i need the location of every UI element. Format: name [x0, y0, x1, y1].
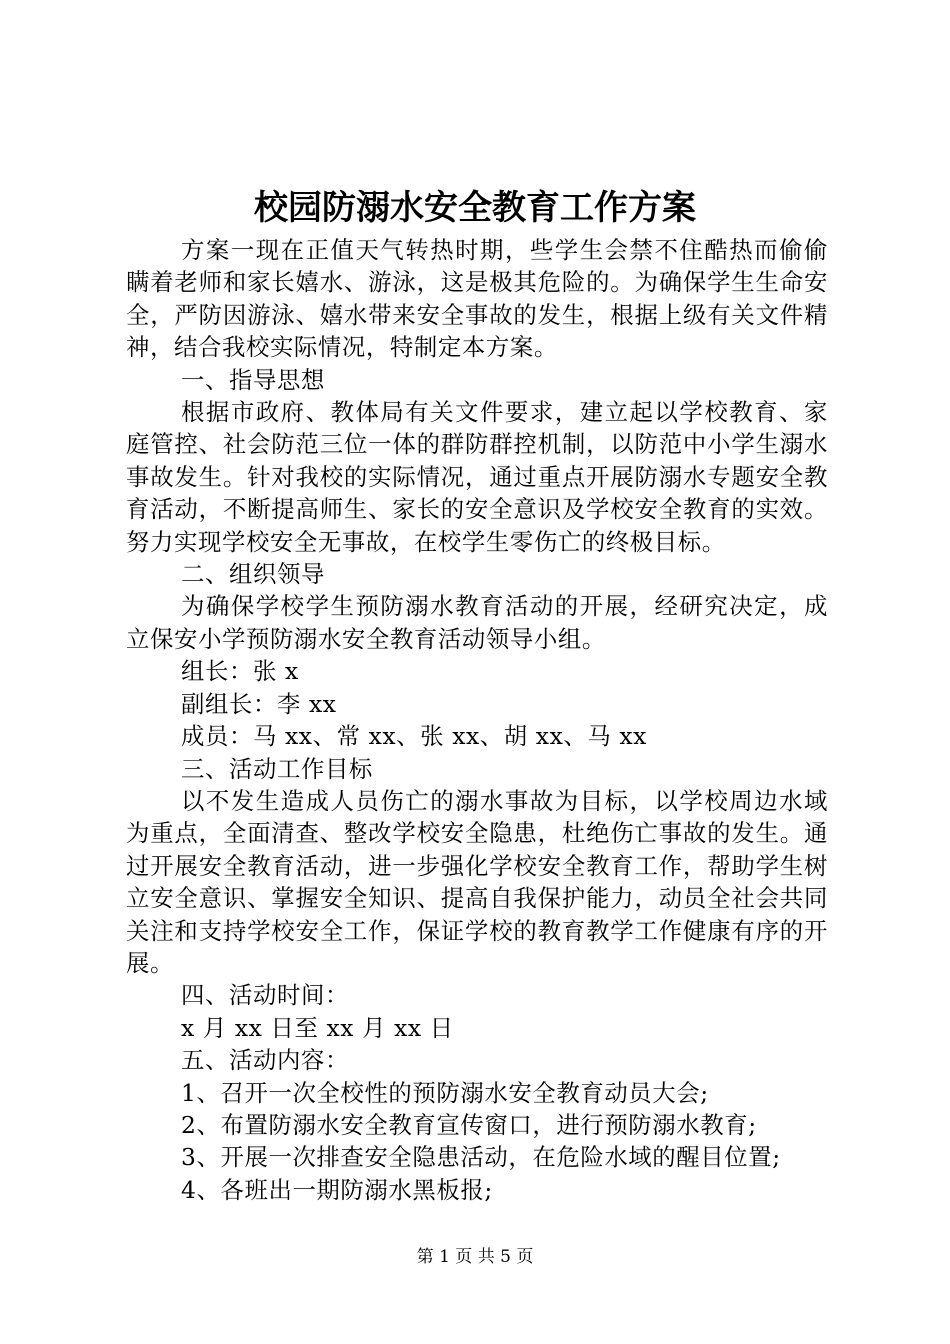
- list-item: 3、开展一次排查安全隐患活动，在危险水域的醒目位置;: [181, 1143, 781, 1172]
- heading-goals: 三、活动工作目标: [181, 754, 373, 783]
- heading-content: 五、活动内容：: [181, 1046, 349, 1075]
- members-line: 成员：马 xx、常 xx、张 xx、胡 xx、马 xx: [181, 722, 647, 751]
- deputy-leader-line: 副组长：李 xx: [181, 689, 337, 718]
- heading-organization: 二、组织领导: [181, 560, 325, 589]
- time-range: x 月 xx 日至 xx 月 xx 日: [181, 1013, 454, 1042]
- list-item: 1、召开一次全校性的预防溺水安全教育动员大会;: [181, 1078, 709, 1107]
- leader-line: 组长：张 x: [181, 657, 299, 686]
- document-body: [126, 234, 828, 1206]
- paragraph-intro: 方案一现在正值天气转热时期，些学生会禁不住酷热而偷偷瞒着老师和家长嬉水、游泳，这是极其危险的。为确保学生生命安全，严防因游泳、嬉水带来安全事故的发生，根据上级有关文件精神，结合我校实际情况，特制定本方案。: [126, 236, 828, 362]
- list-item: 4、各班出一期防溺水黑板报;: [181, 1175, 493, 1204]
- list-item: 2、布置防溺水安全教育宣传窗口，进行预防溺水教育;: [181, 1110, 757, 1139]
- paragraph-organization: 为确保学校学生预防溺水教育活动的开展，经研究决定，成立保安小学预防溺水安全教育活动领导小组。: [126, 592, 828, 653]
- heading-guiding-thought: 一、指导思想: [181, 365, 325, 394]
- page-title: 校园防溺水安全教育工作方案: [254, 188, 696, 228]
- page-footer: 第 1 页 共 5 页: [416, 1247, 534, 1267]
- paragraph-goals: 以不发生造成人员伤亡的溺水事故为目标，以学校周边水域为重点，全面清查、整改学校安全隐患，杜绝伤亡事故的发生。通过开展安全教育活动，进一步强化学校安全教育工作，帮助学生树立安全意识、掌握安全知识、提高自我保护能力，动员全社会共同关注和支持学校安全工作，保证学校的教育教学工作健康有序的开展。: [126, 786, 828, 977]
- heading-time: 四、活动时间：: [181, 981, 349, 1010]
- paragraph-guiding-thought: 根据市政府、教体局有关文件要求，建立起以学校教育、家庭管控、社会防范三位一体的群防群控机制，以防范中小学生溺水事故发生。针对我校的实际情况，通过重点开展防溺水专题安全教育活动，不断提高师生、家长的安全意识及学校安全教育的实效。努力实现学校安全无事故，在校学生零伤亡的终极目标。: [126, 398, 828, 556]
